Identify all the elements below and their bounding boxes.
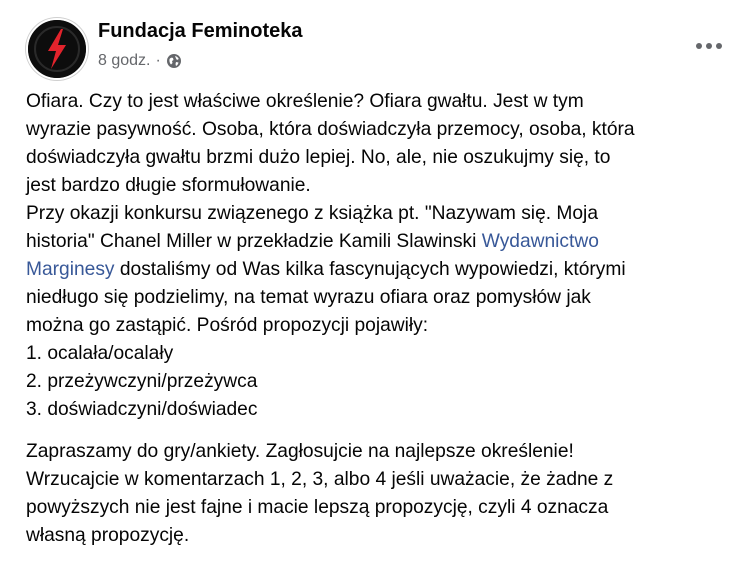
post-line: Ofiara. Czy to jest właściwe określenie? Ofiara gwałtu. Jest w tym (26, 91, 584, 112)
post-text (26, 88, 731, 550)
post-line: Zapraszamy do gry/ankiety. Zagłosujcie na najlepsze określenie! (26, 441, 574, 462)
post-line (26, 256, 731, 284)
option-item: 3. doświadczyni/doświadec (26, 399, 258, 420)
post-header (26, 18, 729, 82)
meta-separator: · (155, 52, 161, 69)
post-line: doświadczyła gwałtu brzmi dużo lepiej. No, ale, nie oszukujmy się, to (26, 147, 611, 168)
option-item: 1. ocalała/ocalały (26, 343, 174, 364)
more-dots-icon (696, 43, 702, 49)
post-line: Przy okazji konkursu związenego z książka pt. "Nazywam się. Moja (26, 203, 598, 224)
author-name[interactable]: Fundacja Feminoteka (98, 20, 303, 42)
post-text-segment: historia" Chanel Miller w przekładzie Kamili Slawinski (26, 231, 482, 252)
avatar[interactable] (26, 18, 88, 80)
publisher-link[interactable]: Marginesy (26, 259, 115, 280)
post-line: wyrazie pasywność. Osoba, która doświadczyła przemocy, osoba, która (26, 119, 635, 140)
post-line: własną propozycję. (26, 525, 190, 546)
post-line: można go zastąpić. Pośród propozycji pojawiły: (26, 315, 429, 336)
globe-icon (166, 53, 182, 69)
feminoteka-logo-icon (28, 20, 86, 78)
paragraph-gap (26, 424, 731, 438)
publisher-link[interactable]: Wydawnictwo (481, 231, 599, 252)
post-line: niedługo się podzielimy, na temat wyrazu ofiara oraz pomysłów jak (26, 287, 591, 308)
post-time[interactable]: 8 godz. (98, 52, 151, 69)
option-item: 2. przeżywczyni/przeżywca (26, 371, 258, 392)
post-meta (98, 52, 182, 70)
post-text-segment: dostaliśmy od Was kilka fascynujących wypowiedzi, którymi (114, 259, 626, 280)
post-line: Wrzucajcie w komentarzach 1, 2, 3, albo 4 jeśli uważacie, że żadne z (26, 469, 614, 490)
more-options-button[interactable] (689, 26, 729, 66)
post-line: jest bardzo długie sformułowanie. (26, 175, 311, 196)
post-line: powyższych nie jest fajne i macie lepszą propozycję, czyli 4 oznacza (26, 497, 609, 518)
post-line (26, 228, 731, 256)
